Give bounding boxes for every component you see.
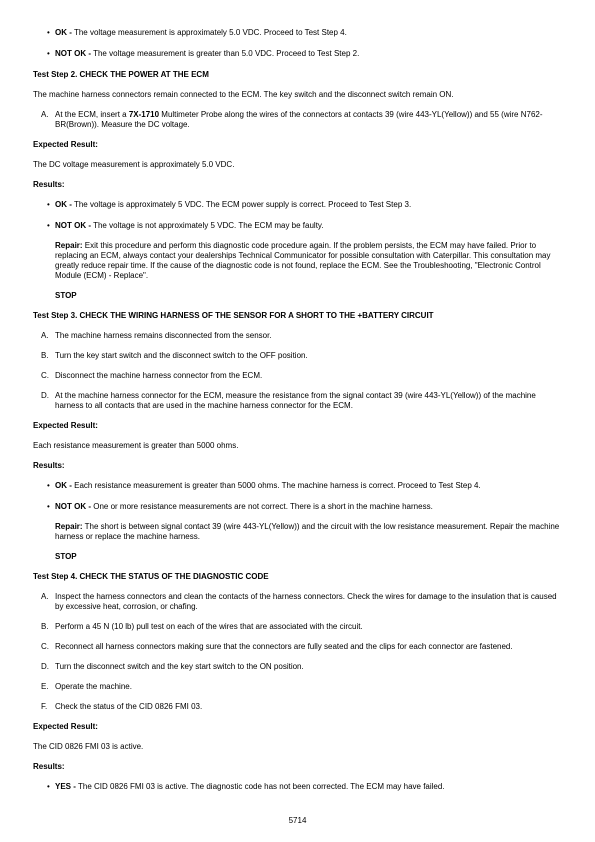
expected-result-label: Expected Result: [33,421,98,430]
step-text: The machine harness remains disconnected from the sensor. [55,331,272,340]
step-item [33,110,561,130]
step-item [33,371,561,381]
result-not-ok-label: NOT OK - [55,502,91,511]
step-item [33,642,561,652]
result-not-ok-text: The voltage measurement is greater than 5.0 VDC. Proceed to Test Step 2. [91,49,360,58]
step-item [33,592,561,612]
step-text: Check the status of the CID 0826 FMI 03. [55,702,203,711]
step-item [33,662,561,672]
part-number: 7X-1710 [128,110,160,119]
step-letter: F. [41,702,48,711]
bullet-icon: • [47,28,50,37]
step-item [33,331,561,341]
document-page [33,28,561,803]
test-step-4-heading: Test Step 4. CHECK THE STATUS OF THE DIAGNOSTIC CODE [33,572,269,581]
result-ok [33,481,561,491]
result-not-ok [33,49,561,59]
step-item [33,682,561,692]
step-item [33,351,561,361]
expected-result-text: The CID 0826 FMI 03 is active. [33,742,144,751]
step-letter: A. [41,331,49,340]
results-label: Results: [33,461,65,470]
test-step-2-heading: Test Step 2. CHECK THE POWER AT THE ECM [33,70,209,79]
test-step-3-heading: Test Step 3. CHECK THE WIRING HARNESS OF THE SENSOR FOR A SHORT TO THE +BATTERY CIRCUIT [33,311,434,320]
repair-note [33,522,561,542]
step-text: Perform a 45 N (10 lb) pull test on each of the wires that are associated with the circuit. [55,622,363,631]
expected-result-text: The DC voltage measurement is approximately 5.0 VDC. [33,160,235,169]
step-text-post: Multimeter Probe along the wires of the connectors at contacts 39 (wire 443-YL(Yellow)) and 55 (wire N762-BR(Brown)). Measure the DC voltage. [55,110,543,129]
stop-label: STOP [55,552,77,561]
result-not-ok-text: One or more resistance measurements are not correct. There is a short in the machine harness. [91,502,433,511]
step-text: Turn the disconnect switch and the key start switch to the ON position. [55,662,304,671]
repair-label: Repair: [55,522,83,531]
result-not-ok-text: The voltage is not approximately 5 VDC. The ECM may be faulty. [91,221,324,230]
result-yes [33,782,561,792]
expected-result-label: Expected Result: [33,140,98,149]
step-text: Reconnect all harness connectors making sure that the connectors are fully seated and the clips for each connector are fastened. [55,642,513,651]
result-ok [33,200,561,210]
bullet-icon: • [47,49,50,58]
step-letter: A. [41,592,49,601]
result-ok [33,28,561,38]
step-letter: B. [41,622,49,631]
step-item [33,702,561,712]
step-letter: B. [41,351,49,360]
repair-text: The short is between signal contact 39 (wire 443-YL(Yellow)) and the circuit with the low resistance measurement. Repair the machine harness or replace the machine harness. [55,522,560,541]
step-item [33,622,561,632]
result-ok-text: The voltage is approximately 5 VDC. The ECM power supply is correct. Proceed to Test Step 3. [71,200,412,209]
step-item [33,391,561,411]
step-text: Inspect the harness connectors and clean the contacts of the harness connectors. Check the wires for damage to the insulation that is caused by excessive heat, corrosion, or chafing. [55,592,557,611]
step-text: At the machine harness connector for the ECM, measure the resistance from the signal contact 39 (wire 443-YL(Yellow)) of the machine harness to all contacts that are used in the machine harness connector for the ECM. [55,391,536,410]
bullet-icon: • [47,200,50,209]
result-yes-text: The CID 0826 FMI 03 is active. The diagnostic code has not been corrected. The ECM may have failed. [75,782,445,791]
step-letter: E. [41,682,49,691]
result-not-ok-label: NOT OK - [55,49,91,58]
step-letter: C. [41,642,49,651]
page-number: 5714 [288,816,307,825]
bullet-icon: • [47,221,50,230]
step-letter: A. [41,110,49,119]
expected-result-label: Expected Result: [33,722,98,731]
step-text: Turn the key start switch and the disconnect switch to the OFF position. [55,351,308,360]
bullet-icon: • [47,782,50,791]
step-text: Operate the machine. [55,682,132,691]
result-ok-label: OK - [55,481,72,490]
repair-text: Exit this procedure and perform this diagnostic code procedure again. If the problem persists, the ECM may have failed. Prior to replacing an ECM, always contact your dealerships Technical Communicator for possible consultation with Caterpillar. This consultation may greatly reduce repair time. If the cause of the diagnostic code is not found, replace the ECM. See the Troubleshooting, "Electronic Control Module (ECM) - Replace". [55,241,551,280]
step-letter: D. [41,391,49,400]
result-ok-label: OK - [55,200,72,209]
repair-label: Repair: [55,241,83,250]
bullet-icon: • [47,481,50,490]
bullet-icon: • [47,502,50,511]
step-letter: C. [41,371,49,380]
stop-label: STOP [55,291,77,300]
step-letter: D. [41,662,49,671]
results-label: Results: [33,762,65,771]
step-text-pre: At the ECM, insert a [55,110,129,119]
result-ok-text: Each resistance measurement is greater than 5000 ohms. The machine harness is correct. Proceed to Test Step 4. [71,481,481,490]
result-not-ok-label: NOT OK - [55,221,91,230]
repair-note [33,241,561,281]
results-label: Results: [33,180,65,189]
result-ok-text: The voltage measurement is approximately 5.0 VDC. Proceed to Test Step 4. [71,28,347,37]
test-step-2-intro: The machine harness connectors remain connected to the ECM. The key switch and the disconnect switch remain ON. [33,90,454,99]
result-ok-label: OK - [55,28,72,37]
step-text: Disconnect the machine harness connector from the ECM. [55,371,263,380]
expected-result-text: Each resistance measurement is greater than 5000 ohms. [33,441,239,450]
result-not-ok [33,221,561,231]
result-not-ok [33,502,561,512]
result-yes-label: YES - [55,782,76,791]
